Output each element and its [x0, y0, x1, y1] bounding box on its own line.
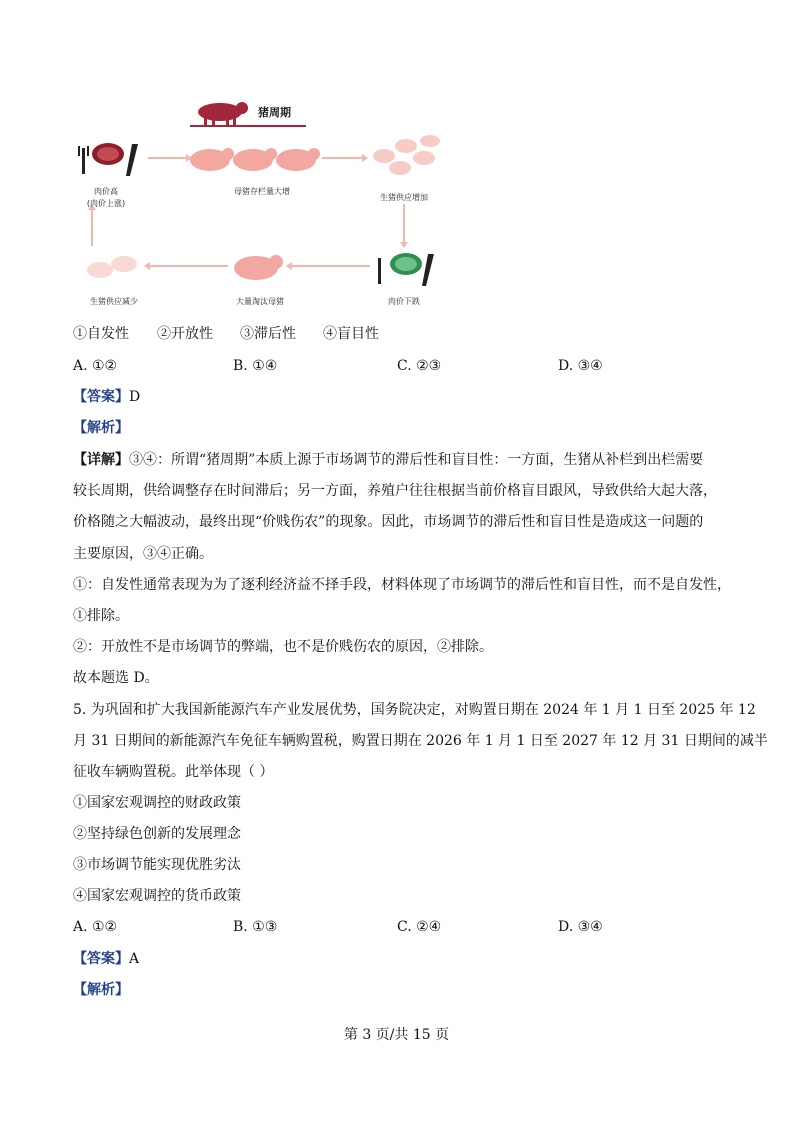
q4-choice-c: C. ②③	[397, 358, 442, 374]
q4-detail-line-3: 价格随之大幅波动，最终出现“价贱伤农”的现象。因此，市场调节的滞后性和盲目性是造成这一问题的	[73, 514, 704, 530]
pig-icon	[234, 255, 283, 280]
q5-choice-d: D. ③④	[558, 919, 603, 935]
q4-answer	[73, 387, 140, 407]
diagram-title: 猪周期	[258, 106, 291, 119]
q4-detail-line-4: 主要原因，③④正确。	[73, 546, 213, 562]
pig-icon	[190, 148, 320, 171]
node-price-high: 肉价高	[94, 187, 118, 196]
page-footer: 第 3 页/共 15 页	[343, 1027, 450, 1043]
pig-icon	[87, 256, 137, 278]
steak-red-icon	[92, 143, 124, 165]
q5-statement-3: ③市场调节能实现优胜劣汰	[73, 857, 241, 873]
q4-choice-a: A. ①②	[73, 358, 118, 374]
knife-icon	[126, 144, 138, 176]
q4-answer-label: 【答案】	[73, 389, 129, 405]
fork-icon	[378, 258, 381, 284]
node-sow-cull: 大量淘汰母猪	[236, 297, 284, 306]
q4-analysis-label: 【解析】	[73, 420, 129, 436]
q4-detail-line-7: ②：开放性不是市场调节的弊端，也不是价贱伤农的原因，②排除。	[73, 639, 493, 655]
q5-choice-c: C. ②④	[397, 919, 442, 935]
fork-icon	[78, 146, 89, 174]
q4-detail-text-1: ③④：所谓“猪周期”本质上源于市场调节的滞后性和盲目性：一方面，生猪从补栏到出栏需要	[129, 452, 704, 468]
node-price-drop: 肉价下跌	[388, 297, 420, 306]
q5-statement-2: ②坚持绿色创新的发展理念	[73, 826, 241, 842]
q4-detail-line-6: ①排除。	[73, 608, 129, 624]
q5-answer	[73, 949, 139, 969]
steak-green-icon	[390, 253, 422, 275]
q5-stem-line-2: 月 31 日期间的新能源汽车免征车辆购置税，购置日期在 2026 年 1 月 1 日至 2027 年 12 月 31 日期间的减半	[73, 733, 768, 749]
q5-answer-label: 【答案】	[73, 951, 129, 967]
q5-choice-b: B. ①③	[233, 919, 278, 935]
q4-detail-label: 【详解】	[73, 452, 129, 468]
q5-choice-a: A. ①②	[73, 919, 118, 935]
q4-option-3: ③滞后性	[240, 326, 296, 342]
node-price-high-sub: (肉价上涨)	[86, 199, 126, 208]
pig-cycle-diagram	[70, 96, 450, 316]
q4-detail-line-5: ①：自发性通常表现为为了逐利经济益不择手段，材料体现了市场调节的滞后性和盲目性，而不是自发性，	[73, 577, 731, 593]
q5-statement-4: ④国家宏观调控的货币政策	[73, 888, 241, 904]
knife-icon	[422, 254, 434, 286]
pig-silhouette-icon	[198, 102, 248, 126]
q4-detail-line-2: 较长周期，供给调整存在时间滞后；另一方面，养殖户往往根据当前价格盲目跟风，导致供给大起大落，	[73, 483, 717, 499]
q5-statement-1: ①国家宏观调控的财政政策	[73, 795, 241, 811]
q4-option-1: ①自发性	[73, 326, 129, 342]
q5-stem-line-3: 征收车辆购置税。此举体现（ ）	[73, 764, 274, 780]
q5-answer-value: A	[129, 951, 140, 967]
q4-choice-b: B. ①④	[233, 358, 278, 374]
node-supply-increase: 生猪供应增加	[380, 193, 428, 202]
q4-detail-line-8: 故本题选 D。	[73, 670, 159, 686]
q4-option-4: ④盲目性	[323, 326, 379, 342]
q4-choice-d: D. ③④	[558, 358, 603, 374]
node-sow-increase: 母猪存栏量大增	[234, 187, 290, 196]
q4-detail-line-1	[73, 450, 703, 470]
q5-analysis-label: 【解析】	[73, 982, 129, 998]
q5-stem-line-1: 5. 为巩固和扩大我国新能源汽车产业发展优势，国务院决定，对购置日期在 2024 年 1 月 1 日至 2025 年 12	[73, 702, 756, 718]
q4-option-2: ②开放性	[157, 326, 213, 342]
q4-answer-value: D	[129, 389, 141, 405]
pig-icon	[373, 135, 440, 175]
node-supply-decrease: 生猪供应减少	[90, 297, 138, 306]
